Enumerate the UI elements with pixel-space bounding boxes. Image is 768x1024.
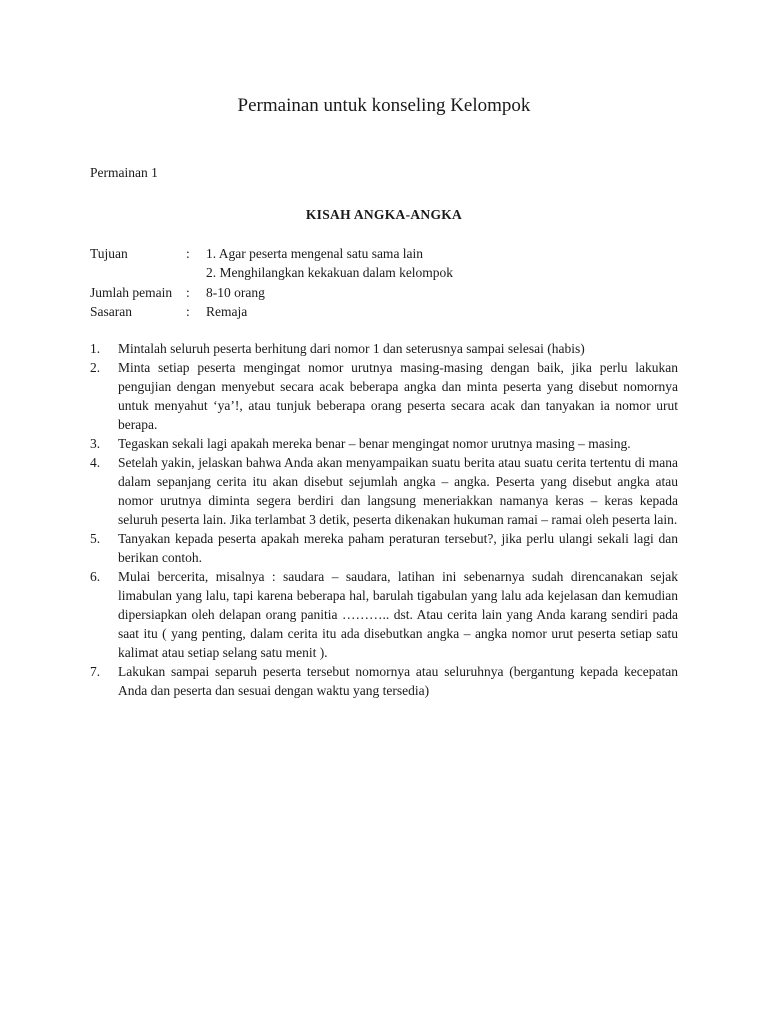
info-row-sasaran (90, 302, 690, 321)
step-item (90, 358, 678, 434)
info-key: Sasaran (90, 303, 132, 319)
step-number: 7. (90, 664, 101, 679)
info-colon: : (186, 284, 190, 300)
game-number-label: Permainan 1 (90, 165, 158, 180)
step-text: Mintalah seluruh peserta berhitung dari nomor 1 dan seterusnya sampai selesai (habis) (118, 341, 585, 356)
step-number: 3. (90, 436, 101, 451)
step-number: 6. (90, 569, 101, 584)
step-item (90, 434, 678, 453)
info-values (206, 283, 690, 302)
step-item (90, 339, 678, 358)
info-row-tujuan (90, 244, 690, 283)
info-values (206, 302, 690, 321)
step-number: 4. (90, 455, 101, 470)
step-item (90, 529, 678, 567)
document-title: Permainan untuk konseling Kelompok (237, 95, 531, 116)
info-key: Jumlah pemain (90, 284, 173, 300)
step-item (90, 453, 678, 529)
step-text: Mulai bercerita, misalnya : saudara – saudara, latihan ini sebenarnya sudah direncanakan sejak limabulan yang lalu, tapi karena beberapa hal, barulah tigabulan yang lalu ada kejelasan dan kemudian dipersiapkan oleh delapan orang panitia ……….. dst. Atau cerita lain yang Anda karang sendiri pada saat itu ( yang penting, dalam cerita itu ada disebutkan angka – angka nomor urut peserta setiap satu kalimat atau setiap selang satu menit ). (118, 569, 678, 660)
step-number: 1. (90, 341, 101, 356)
info-row-jumlah-pemain (90, 283, 690, 302)
info-colon: : (186, 303, 190, 319)
info-key: Tujuan (90, 246, 128, 261)
step-text: Setelah yakin, jelaskan bahwa Anda akan menyampaikan suatu berita atau suatu cerita tertentu di mana dalam sepanjang cerita itu akan disebut sejumlah angka – angka. Peserta yang disebut angka atau nomor urutnya diminta segera berdiri dan langsung meneriakkan namanya keras – keras kepada seluruh peserta lain. Jika terlambat 3 detik, peserta dikenakan hukuman ramai – ramai oleh peserta lain. (118, 455, 678, 527)
info-values (206, 244, 690, 283)
step-number: 5. (90, 531, 101, 546)
game-title: KISAH ANGKA-ANGKA (305, 207, 463, 222)
info-value: Remaja (206, 303, 248, 319)
step-text: Lakukan sampai separuh peserta tersebut nomornya atau seluruhnya (bergantung kepada kecepatan Anda dan peserta dan sesuai dengan waktu yang tersedia) (118, 664, 678, 698)
info-colon: : (186, 246, 190, 261)
steps-list (90, 339, 678, 700)
info-value: 2. Menghilangkan kekakuan dalam kelompok (206, 265, 454, 281)
step-text: Tegaskan sekali lagi apakah mereka benar – benar mengingat nomor urutnya masing – masing. (118, 436, 631, 451)
step-text: Minta setiap peserta mengingat nomor urutnya masing-masing dengan baik, jika perlu lakukan pengujian dengan menyebut secara acak beberapa angka dan minta peserta yang disebut nomornya untuk menyahut ‘ya’!, atau tunjuk beberapa orang peserta secara acak dan tanyakan ia nomor urut berapa. (118, 360, 678, 432)
step-number: 2. (90, 360, 101, 375)
step-item (90, 567, 678, 662)
info-value: 1. Agar peserta mengenal satu sama lain (206, 246, 424, 261)
step-item (90, 662, 678, 700)
game-info-block (90, 244, 690, 321)
info-value: 8-10 orang (206, 284, 265, 300)
step-text: Tanyakan kepada peserta apakah mereka paham peraturan tersebut?, jika perlu ulangi sekali lagi dan berikan contoh. (118, 531, 678, 565)
